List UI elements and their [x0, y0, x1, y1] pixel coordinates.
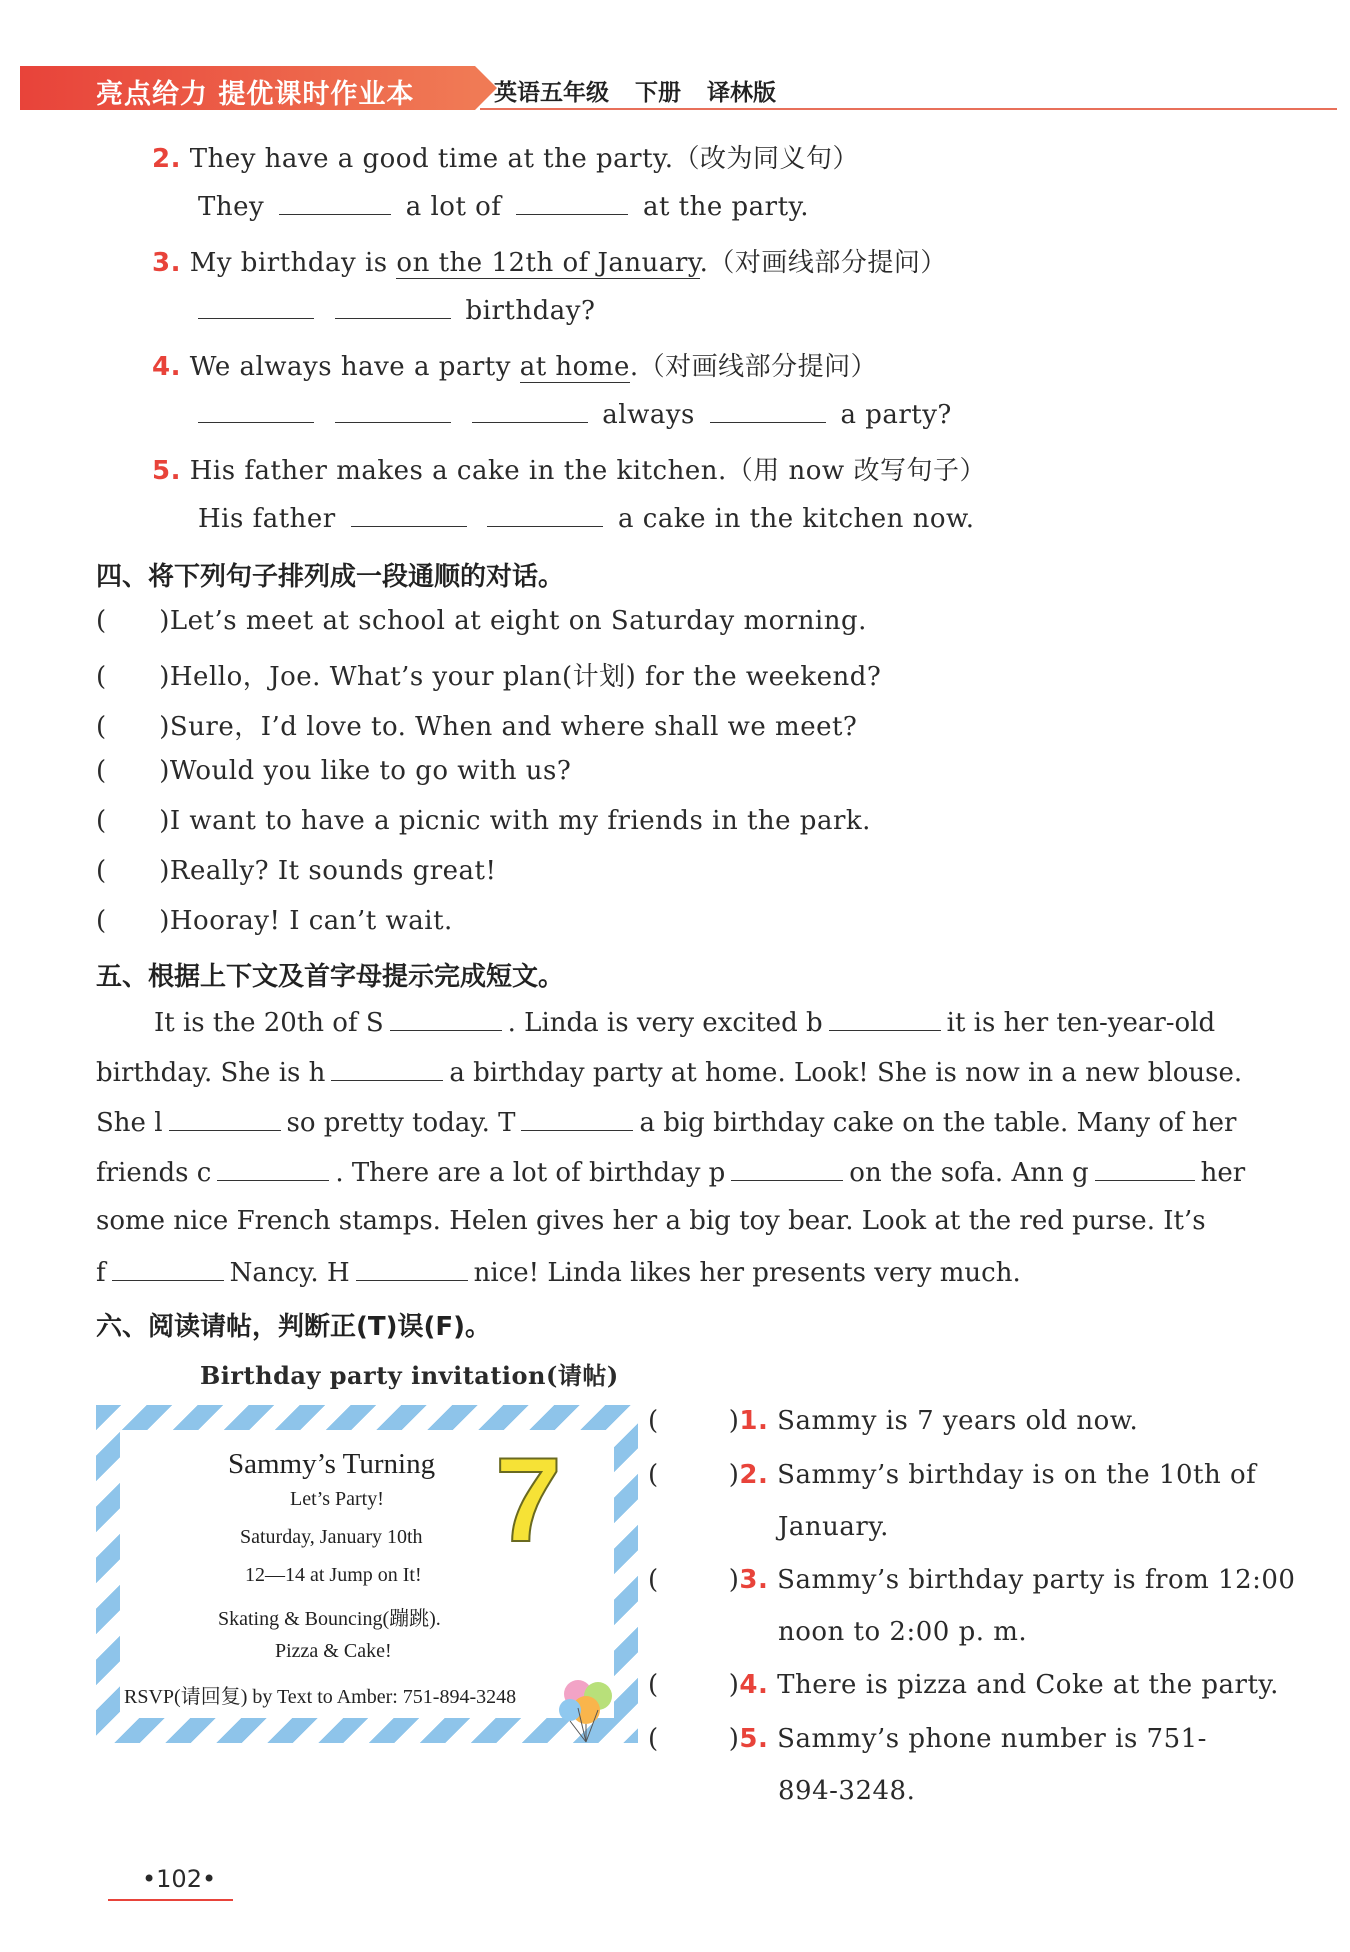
answer-blank[interactable]: [472, 398, 588, 423]
passage-text: She l: [96, 1108, 163, 1138]
dialogue-text: )Let’s meet at school at eight on Saturday morning.: [159, 606, 867, 636]
dialogue-line: [96, 906, 453, 936]
passage-text: Nancy. H: [229, 1258, 350, 1288]
tf-question-3: [648, 1565, 1295, 1595]
dialogue-text: )Hello，Joe. What’s your plan(计划) for the weekend?: [159, 662, 882, 692]
answer-blank[interactable]: [331, 1056, 443, 1081]
section-5-title: 五、根据上下文及首字母提示完成短文。: [96, 962, 565, 992]
passage-line: some nice French stamps. Helen gives her a big toy bear. Look at the red purse. It’s: [96, 1206, 1206, 1236]
passage-line: [96, 1106, 1264, 1138]
passage-text: It is the 20th of S: [154, 1008, 384, 1038]
invitation-caption: Birthday party invitation(请帖): [200, 1361, 619, 1390]
answer-blank[interactable]: [169, 1106, 281, 1131]
tf-question-4: [648, 1670, 1279, 1700]
answer-bracket[interactable]: ( ): [648, 1724, 740, 1754]
tf-question-continuation: 894-3248.: [778, 1776, 916, 1806]
answer-suffix: birthday?: [465, 296, 596, 326]
passage-text: on the sofa. Ann g: [849, 1158, 1089, 1188]
answer-suffix: at the party.: [642, 192, 810, 222]
passage-text: a birthday party at home. Look! She is now in a new blouse.: [449, 1058, 1243, 1088]
question-text: There is pizza and Coke at the party.: [777, 1670, 1279, 1700]
balloons-icon: [556, 1672, 622, 1746]
answer-bracket[interactable]: ( ): [648, 1406, 740, 1436]
passage-text: birthday. She is h: [96, 1058, 326, 1088]
question-number: 3.: [152, 248, 181, 278]
card-line: 12—14 at Jump on It!: [245, 1564, 422, 1586]
answer-bracket[interactable]: ( ): [648, 1460, 740, 1490]
answer-blank[interactable]: [198, 294, 314, 319]
answer-line-2: [198, 190, 809, 222]
card-line: Let’s Party!: [290, 1488, 384, 1510]
question-number: 4.: [152, 352, 181, 382]
answer-blank[interactable]: [198, 398, 314, 423]
order-bracket[interactable]: (: [96, 662, 160, 692]
passage-text: . Linda is very excited b: [507, 1008, 823, 1038]
underlined-phrase: on the 12th of January: [396, 248, 700, 278]
answer-blank[interactable]: [356, 1256, 468, 1281]
question-number: 2.: [739, 1460, 769, 1490]
order-bracket[interactable]: (: [96, 606, 160, 636]
answer-blank[interactable]: [521, 1106, 633, 1131]
question-number: 5.: [152, 456, 181, 486]
tf-question-2: [648, 1460, 1256, 1490]
dialogue-text: )Hooray! I can’t wait.: [159, 906, 453, 936]
section-4-title: 四、将下列句子排列成一段通顺的对话。: [96, 562, 565, 592]
passage-line: [96, 1156, 1264, 1188]
passage-text: f: [96, 1258, 106, 1288]
section-6-title: 六、阅读请帖，判断正(T)误(F)。: [96, 1312, 492, 1342]
answer-blank[interactable]: [390, 1006, 502, 1031]
order-bracket[interactable]: (: [96, 712, 160, 742]
answer-line-4: [192, 398, 952, 430]
page-number: •102•: [142, 1865, 217, 1893]
tf-question-1: [648, 1406, 1138, 1436]
dialogue-text: )Would you like to go with us?: [159, 756, 572, 786]
passage-line: [96, 1056, 1264, 1088]
dialogue-line: [96, 706, 857, 743]
passage-text: it is her ten-year-old: [946, 1008, 1216, 1038]
question-3: [152, 242, 947, 279]
card-line: Pizza & Cake!: [275, 1640, 392, 1662]
dialogue-text: )Sure，I’d love to. When and where shall we meet?: [159, 712, 858, 742]
tf-question-5: [648, 1724, 1207, 1754]
question-text: We always have a party: [189, 352, 520, 382]
dialogue-line: [96, 756, 571, 786]
question-text: Sammy’s birthday party is from 12:00: [777, 1565, 1296, 1595]
tf-question-continuation: noon to 2:00 p. m.: [778, 1617, 1028, 1647]
passage-text: a big birthday cake on the table. Many of her: [639, 1108, 1237, 1138]
answer-blank[interactable]: [217, 1156, 329, 1181]
answer-blank[interactable]: [335, 398, 451, 423]
dialogue-line: [96, 606, 867, 636]
answer-mid: always: [602, 400, 695, 430]
answer-prefix: His father: [198, 504, 336, 534]
passage-line: [96, 1256, 1264, 1288]
header-rule: [480, 108, 1337, 110]
answer-bracket[interactable]: ( ): [648, 1670, 740, 1700]
question-instruction: .（对画线部分提问）: [699, 248, 947, 278]
card-line: RSVP(请回复) by Text to Amber: 751-894-3248: [124, 1686, 517, 1708]
order-bracket[interactable]: (: [96, 756, 160, 786]
answer-blank[interactable]: [731, 1156, 843, 1181]
dialogue-line: [96, 806, 871, 836]
answer-blank[interactable]: [829, 1006, 941, 1031]
question-text: His father makes a cake in the kitchen.（用 now 改写句子）: [189, 456, 986, 486]
answer-blank[interactable]: [487, 502, 603, 527]
question-text: Sammy’s birthday is on the 10th of: [777, 1460, 1257, 1490]
dialogue-line: [96, 656, 881, 693]
footer-rule: [108, 1899, 233, 1901]
question-number: 1.: [739, 1406, 769, 1436]
passage-text: . There are a lot of birthday p: [335, 1158, 726, 1188]
answer-blank[interactable]: [516, 190, 628, 215]
answer-prefix: They: [198, 192, 265, 222]
question-text: Sammy is 7 years old now.: [777, 1406, 1139, 1436]
question-text: Sammy’s phone number is 751-: [777, 1724, 1207, 1754]
question-number: 4.: [739, 1670, 769, 1700]
answer-blank[interactable]: [351, 502, 467, 527]
dialogue-text: )Really? It sounds great!: [159, 856, 497, 886]
answer-blank[interactable]: [335, 294, 451, 319]
question-text: They have a good time at the party.（改为同义句）: [189, 144, 860, 174]
card-big-number: 7: [495, 1433, 562, 1567]
passage-text: nice! Linda likes her presents very much.: [473, 1258, 1021, 1288]
answer-mid: a lot of: [405, 192, 502, 222]
card-heading: Sammy’s Turning: [228, 1448, 436, 1480]
question-4: [152, 346, 877, 383]
question-number: 5.: [739, 1724, 769, 1754]
question-number: 2.: [152, 144, 181, 174]
answer-line-3: [192, 294, 595, 326]
dialogue-text: )I want to have a picnic with my friends in the park.: [159, 806, 871, 836]
passage-text: so pretty today. T: [286, 1108, 516, 1138]
card-line: Saturday, January 10th: [240, 1526, 423, 1548]
book-title: 亮点给力 提优课时作业本: [96, 79, 415, 110]
order-bracket[interactable]: (: [96, 806, 160, 836]
answer-blank[interactable]: [279, 190, 391, 215]
underlined-phrase: at home: [519, 352, 630, 382]
tf-question-continuation: January.: [778, 1512, 889, 1542]
question-2: [152, 138, 859, 175]
passage-text: friends c: [96, 1158, 212, 1188]
question-text: My birthday is: [189, 248, 397, 278]
dialogue-line: [96, 856, 496, 886]
answer-blank[interactable]: [112, 1256, 224, 1281]
question-5: [152, 450, 986, 487]
answer-blank[interactable]: [1095, 1156, 1195, 1181]
question-number: 3.: [739, 1565, 769, 1595]
answer-bracket[interactable]: ( ): [648, 1565, 740, 1595]
question-instruction: .（对画线部分提问）: [629, 352, 878, 382]
order-bracket[interactable]: (: [96, 856, 160, 886]
answer-blank[interactable]: [710, 398, 826, 423]
order-bracket[interactable]: (: [96, 906, 160, 936]
card-line: Skating & Bouncing(蹦跳).: [218, 1608, 441, 1630]
book-subtitle: 英语五年级 下册 译林版: [494, 80, 777, 106]
passage-line: [154, 1006, 1322, 1038]
passage-text: her: [1200, 1158, 1246, 1188]
answer-suffix: a party?: [840, 400, 952, 430]
answer-line-5: [198, 502, 975, 534]
answer-suffix: a cake in the kitchen now.: [618, 504, 975, 534]
